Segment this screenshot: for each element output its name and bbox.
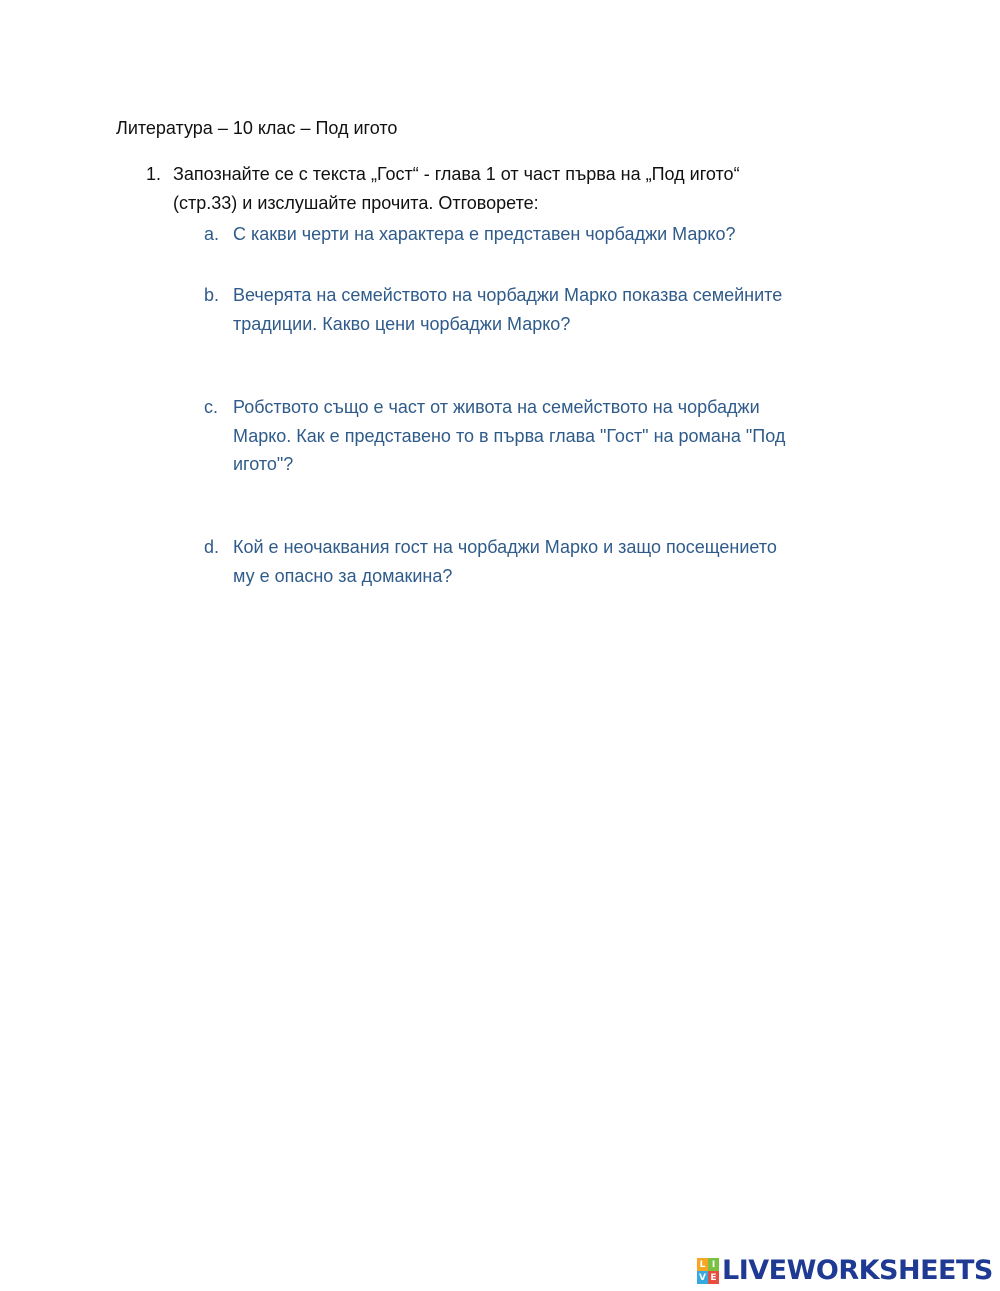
question-line: му е опасно за домакина? [233, 565, 453, 586]
question-c [204, 393, 894, 479]
question-text [233, 393, 894, 479]
question-line: С какви черти на характера е представен чорбаджи Марко? [233, 224, 736, 244]
question-letter: b. [204, 285, 220, 305]
page-title: Литература – 10 клас – Под игото [116, 118, 398, 138]
question-a [204, 220, 894, 249]
logo-mark-letter: I [708, 1258, 719, 1271]
question-text [233, 533, 894, 590]
question-line: Вечерята на семейството на чорбаджи Марко показва семейните [233, 285, 783, 305]
task-text-line: (стр.33) и изслушайте прочита. Отговорете: [173, 193, 539, 213]
logo-mark-letter: V [697, 1271, 708, 1284]
logo-mark-letter: L [697, 1258, 708, 1271]
question-letter: d. [204, 537, 220, 557]
question-line: Кой е неочаквания гост на чорбаджи Марко и защо посещението [233, 537, 777, 557]
task-item [146, 160, 866, 218]
task-text-line: Запознайте се с текста „Гост“ - глава 1 от част първа на „Под игото“ [173, 164, 740, 184]
question-line: Марко. Как е представено то в първа глава "Гост" на романа "Под [233, 425, 786, 446]
task-number: 1. [146, 164, 162, 184]
question-line: Робството също е част от живота на семейството на чорбаджи [233, 397, 760, 417]
question-line: традиции. Какво цени чорбаджи Марко? [233, 313, 571, 334]
question-d [204, 533, 894, 590]
logo-mark-letter: E [708, 1271, 719, 1284]
question-letter: a. [204, 224, 220, 244]
question-text [233, 220, 894, 249]
logo-text: LIVEWORKSHEETS [722, 1255, 993, 1286]
task-text [173, 160, 866, 218]
question-text [233, 281, 894, 338]
liveworksheets-logo-icon [697, 1258, 719, 1284]
question-line: игото"? [233, 454, 294, 474]
question-letter: c. [204, 397, 219, 417]
liveworksheets-logo [697, 1256, 993, 1286]
question-b [204, 281, 894, 338]
